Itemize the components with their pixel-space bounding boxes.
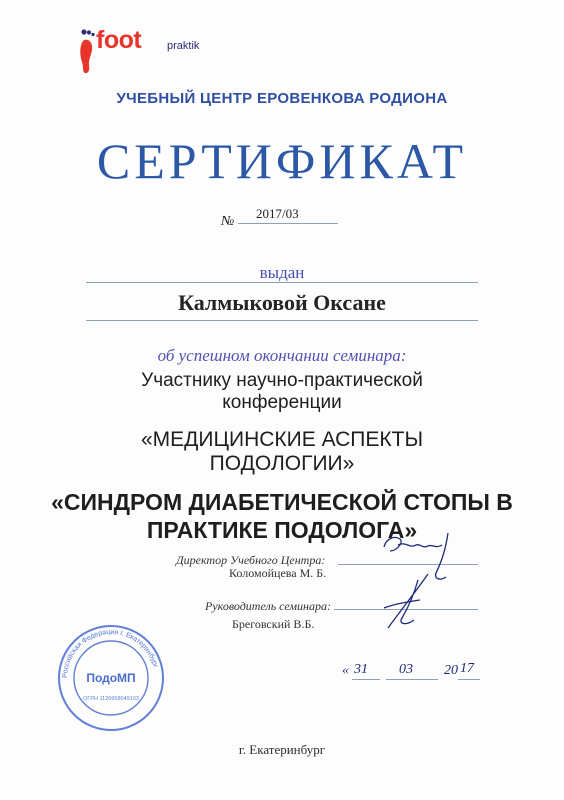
- date-month: 03: [399, 662, 413, 677]
- footprint-icon: [78, 28, 96, 74]
- stamp-inner-text: ПодоМП: [86, 671, 136, 685]
- date-open-quote: «: [342, 663, 349, 678]
- certificate-number: 2017/03: [256, 206, 299, 221]
- conference-title-line-2: ПОДОЛОГИИ»: [209, 452, 355, 475]
- participant-text: [0, 370, 564, 414]
- number-label: №: [221, 214, 235, 229]
- date-year-suffix: 17: [460, 661, 474, 676]
- issue-date: [342, 663, 482, 685]
- seminar-title-line-1: «СИНДРОМ ДИАБЕТИЧЕСКОЙ СТОПЫ В: [51, 489, 513, 515]
- recipient-underline: [86, 320, 478, 321]
- training-center-title: УЧЕБНЫЙ ЦЕНТР ЕРОВЕНКОВА РОДИОНА: [116, 90, 448, 107]
- conference-title: [0, 428, 564, 476]
- date-year-underline: [458, 679, 480, 680]
- issued-underline: [86, 282, 478, 283]
- date-year-prefix: 20: [444, 663, 458, 678]
- seminar-lead-signature: [378, 568, 442, 633]
- completion-line: об успешном окончании семинара:: [157, 346, 407, 365]
- issued-label: выдан: [259, 263, 305, 282]
- director-label: Директор Учебного Центра:: [176, 553, 326, 567]
- seminar-lead-name: Бреговский В.Б.: [232, 617, 315, 631]
- seminar-title-line-2: ПРАКТИКЕ ПОДОЛОГА»: [146, 517, 418, 543]
- conference-title-line-1: «МЕДИЦИНСКИЕ АСПЕКТЫ: [140, 428, 424, 451]
- date-month-underline: [386, 679, 438, 680]
- logo-praktik-text: praktik: [167, 40, 200, 52]
- participant-line-2: конференции: [222, 392, 342, 413]
- recipient-name: Калмыковой Оксане: [178, 290, 386, 315]
- director-name: Коломойцева М. Б.: [229, 566, 327, 580]
- seminar-title: [0, 488, 564, 544]
- organization-stamp: [56, 623, 166, 733]
- date-day: 31: [354, 662, 368, 677]
- stamp-small-text: ОГРН 1126658049103: [83, 696, 139, 702]
- city: г. Екатеринбург: [238, 742, 326, 757]
- footpraktik-logo: [78, 26, 228, 76]
- certificate-heading: СЕРТИФИКАТ: [96, 133, 468, 189]
- stamp-outer-text: Российская Федерация г. Екатеринбург: [61, 628, 159, 679]
- seminar-lead-label: Руководитель семинара:: [205, 599, 331, 613]
- participant-line-1: Участнику научно-практической: [141, 370, 423, 391]
- logo-foot-text: foot: [96, 26, 142, 54]
- date-day-underline: [352, 679, 380, 680]
- number-underline: [238, 223, 338, 224]
